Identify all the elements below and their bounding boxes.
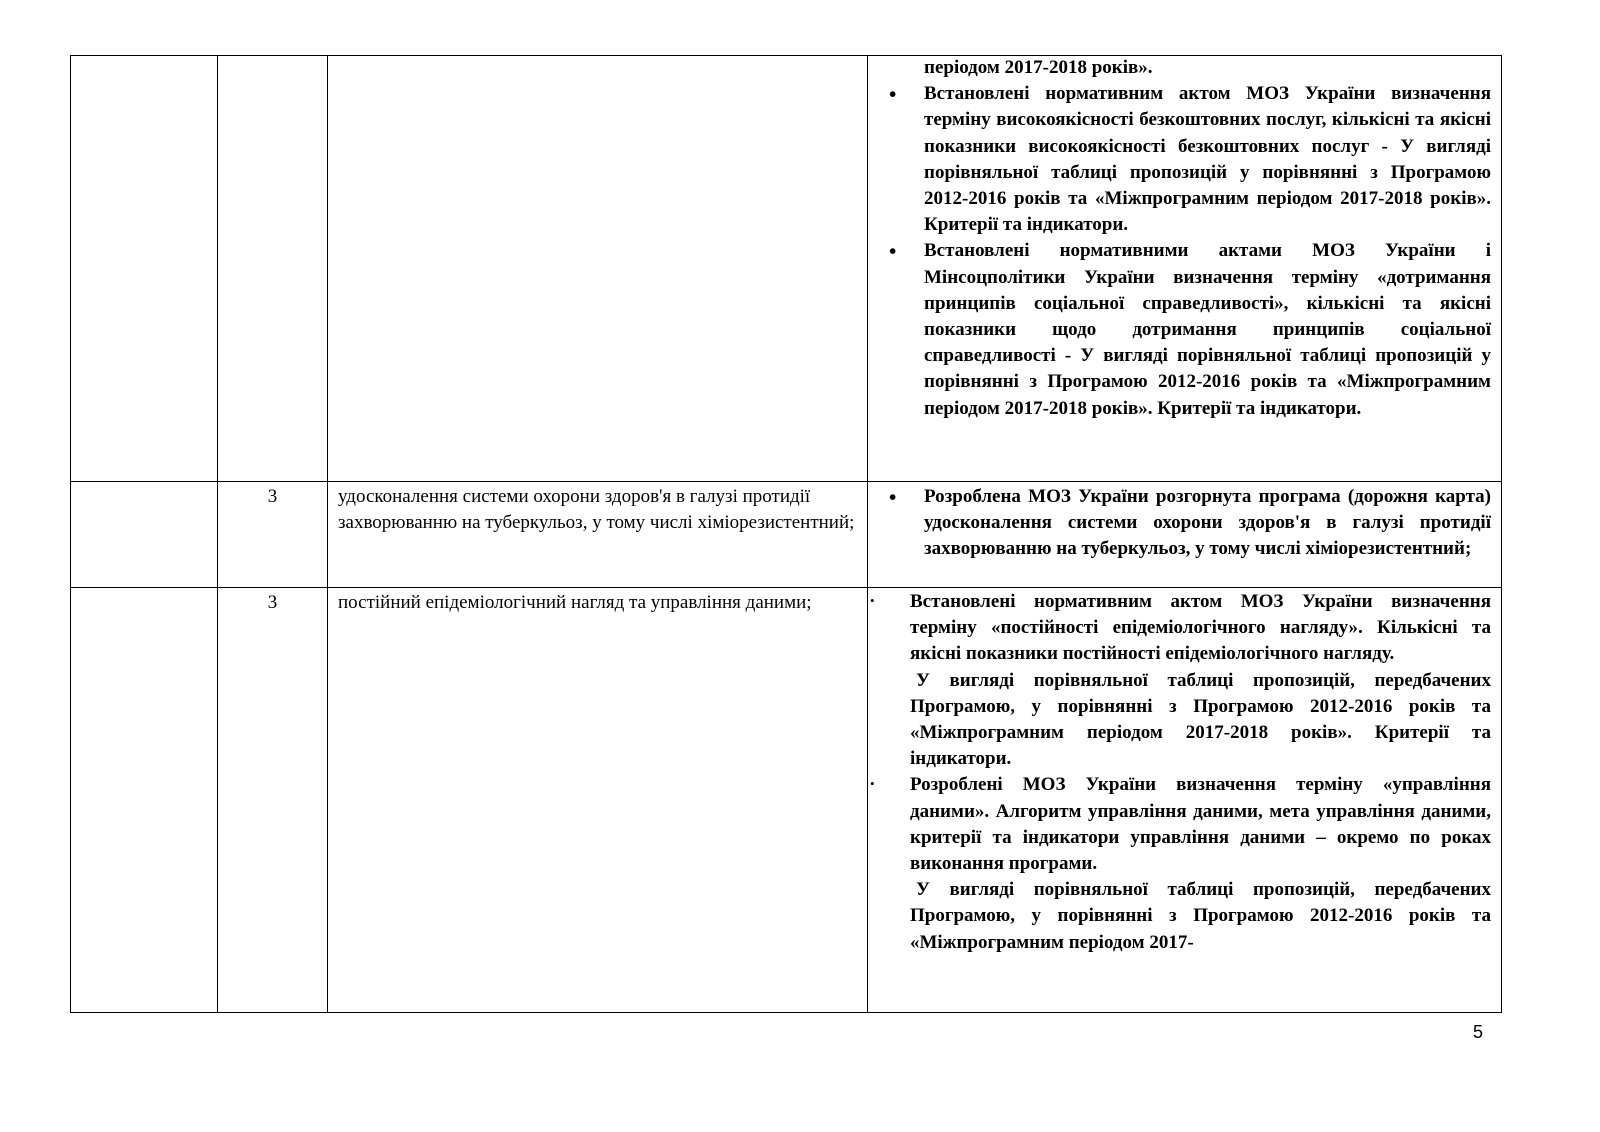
continuation-text: періодом 2017-2018 років». — [924, 57, 1153, 78]
results-list — [868, 589, 1501, 956]
results-list — [868, 484, 1501, 563]
table-cell-blank — [71, 56, 218, 482]
expected-results-cell — [868, 56, 1502, 482]
task-description — [328, 56, 868, 482]
list-item — [870, 589, 1491, 772]
result-text: Встановлені нормативним актом МОЗ України визначення терміну високоякісності безкоштовних послуг, кількісні та якісні показники високоякісності безкоштовних послуг - У вигляді порівняльної таблиці пропозицій у порівнянні з Програмою 2012-2016 років та «Міжпрограмним періодом 2017-2018 років». Критерії та індикатори. — [924, 83, 1491, 236]
list-item — [889, 81, 1491, 238]
list-item — [889, 238, 1491, 421]
bullet-icon: • — [889, 82, 897, 107]
task-description: удосконалення системи охорони здоров'я в галузі протидії захворюванню на туберкульоз, у тому числі хіміорезистентний; — [328, 482, 868, 588]
task-number: 3 — [218, 588, 328, 1013]
result-text: Встановлені нормативними актами МОЗ України і Мінсоцполітики України визначення терміну «дотримання принципів соціальної справедливості», кількісні та якісні показники щодо дотримання принципів соціальної справедливості - У вигляді порівняльної таблиці пропозицій у порівнянні з Програмою 2012-2016 років та «Міжпрограмним періодом 2017-2018 років». Критерії та індикатори. — [924, 240, 1491, 419]
task-description: постійний епідеміологічний нагляд та управління даними; — [328, 588, 868, 1013]
result-text: Встановлені нормативним актом МОЗ України визначення терміну «постійності епідеміологічного нагляду». Кількісні та якісні показники постійності епідеміологічного нагляду. — [910, 591, 1491, 665]
result-subtext: У вигляді порівняльної таблиці пропозицій, передбачених Програмою, у порівнянні з Програмою 2012-2016 років та «Міжпрограмним періодом 2017-2018 років». Критерії та індикатори. — [910, 669, 1491, 770]
result-text: Розроблені МОЗ України визначення терміну «управління даними». Алгоритм управління даними, мета управління даними, критерії та індикатори управління даними – окремо по роках виконання програми. — [910, 774, 1491, 875]
table-row — [71, 56, 1502, 482]
results-list — [868, 81, 1501, 422]
table-cell-blank — [71, 588, 218, 1013]
result-text: Розроблена МОЗ України розгорнута програма (дорожня карта) удосконалення системи охорони здоров'я в галузі протидії захворюванню на туберкульоз, у тому числі хіміорезистентний; — [924, 486, 1491, 560]
table-row — [71, 588, 1502, 1013]
task-number: 3 — [218, 482, 328, 588]
table-row — [71, 482, 1502, 588]
list-item — [870, 772, 1491, 955]
result-subtext: У вигляді порівняльної таблиці пропозицій, передбачених Програмою, у порівнянні з Програмою 2012-2016 років та «Міжпрограмним періодом 2017- — [910, 879, 1491, 953]
list-item — [889, 484, 1491, 563]
document-table — [70, 55, 1502, 1013]
bullet-icon: • — [870, 776, 875, 792]
task-number — [218, 56, 328, 482]
page-number: 5 — [1473, 1022, 1484, 1042]
expected-results-cell — [868, 588, 1502, 1013]
bullet-icon: • — [889, 485, 897, 509]
expected-results-cell — [868, 482, 1502, 588]
table-cell-blank — [71, 482, 218, 588]
bullet-icon: • — [870, 593, 875, 608]
bullet-icon: • — [889, 239, 897, 264]
